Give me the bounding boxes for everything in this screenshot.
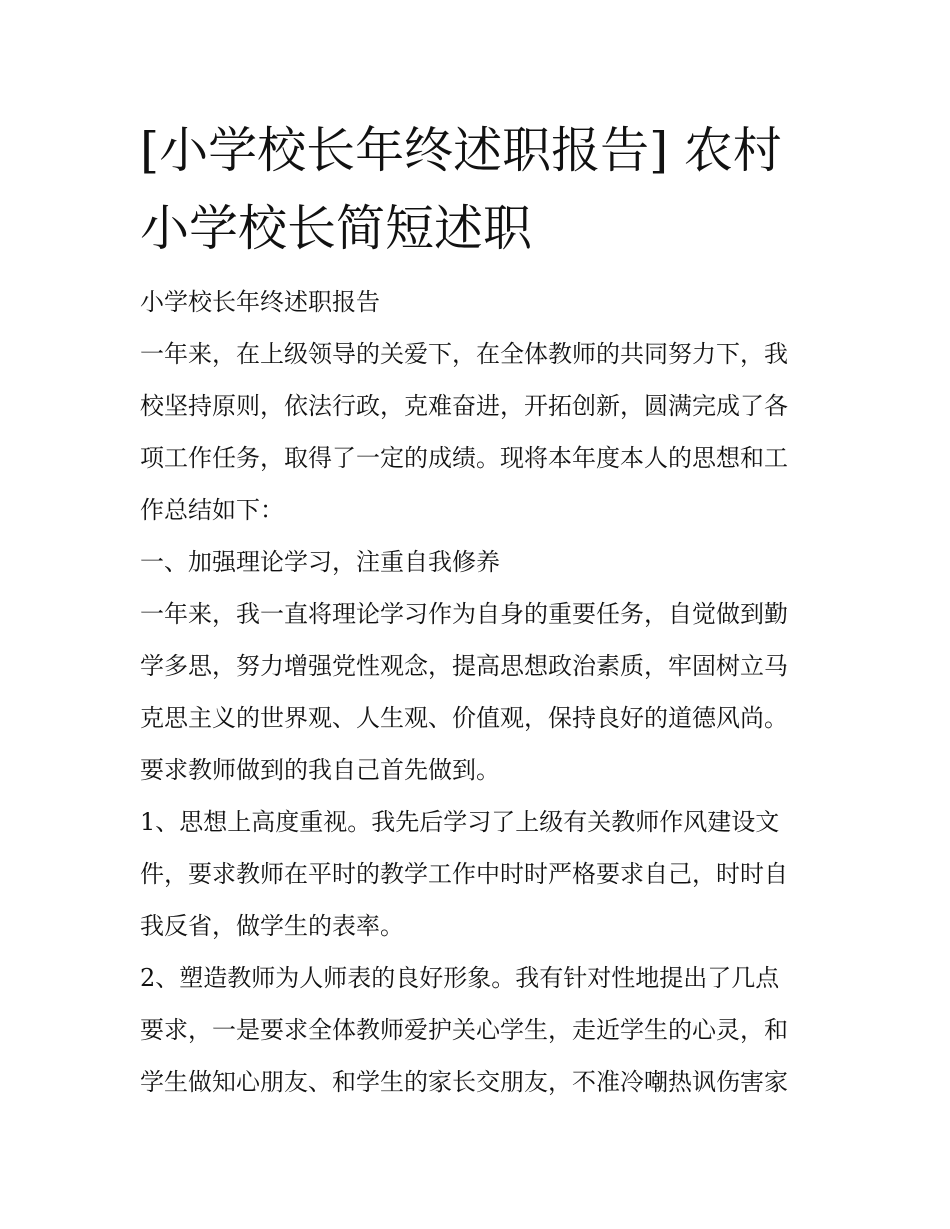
body-line: 克思主义的世界观、人生观、价值观，保持良好的道德风尚。 — [140, 704, 788, 732]
body-line: 学生做知心朋友、和学生的家长交朋友，不准冷嘲热讽伤害家 — [140, 1068, 788, 1096]
subtitle-line: 小学校长年终述职报告 — [140, 288, 380, 316]
body-line: 件，要求教师在平时的教学工作中时时严格要求自己，时时自 — [140, 860, 788, 888]
document-body — [140, 280, 830, 1112]
body-line: 要求，一是要求全体教师爱护关心学生，走近学生的心灵，和 — [140, 1016, 788, 1044]
body-line: 2、塑造教师为人师表的良好形象。我有针对性地提出了几点 — [140, 964, 780, 992]
section-heading: 一、加强理论学习，注重自我修养 — [140, 548, 500, 576]
body-line: 要求教师做到的我自己首先做到。 — [140, 756, 500, 784]
title-line: 小学校长简短述职 — [140, 200, 533, 257]
body-line: 一年来，我一直将理论学习作为自身的重要任务，自觉做到勤 — [140, 600, 788, 628]
title-line: [小学校长年终述职报告] 农村 — [140, 122, 782, 179]
body-line: 校坚持原则，依法行政，克难奋进，开拓创新，圆满完成了各 — [140, 392, 788, 420]
body-line: 学多思，努力增强党性观念，提高思想政治素质，牢固树立马 — [140, 652, 788, 680]
body-line: 我反省，做学生的表率。 — [140, 912, 404, 940]
body-line: 1、思想上高度重视。我先后学习了上级有关教师作风建设文 — [140, 808, 780, 836]
body-line: 一年来，在上级领导的关爱下，在全体教师的共同努力下，我 — [140, 340, 788, 368]
document-title — [140, 112, 820, 268]
body-line: 项工作任务，取得了一定的成绩。现将本年度本人的思想和工 — [140, 444, 788, 472]
body-line: 作总结如下： — [140, 496, 284, 524]
